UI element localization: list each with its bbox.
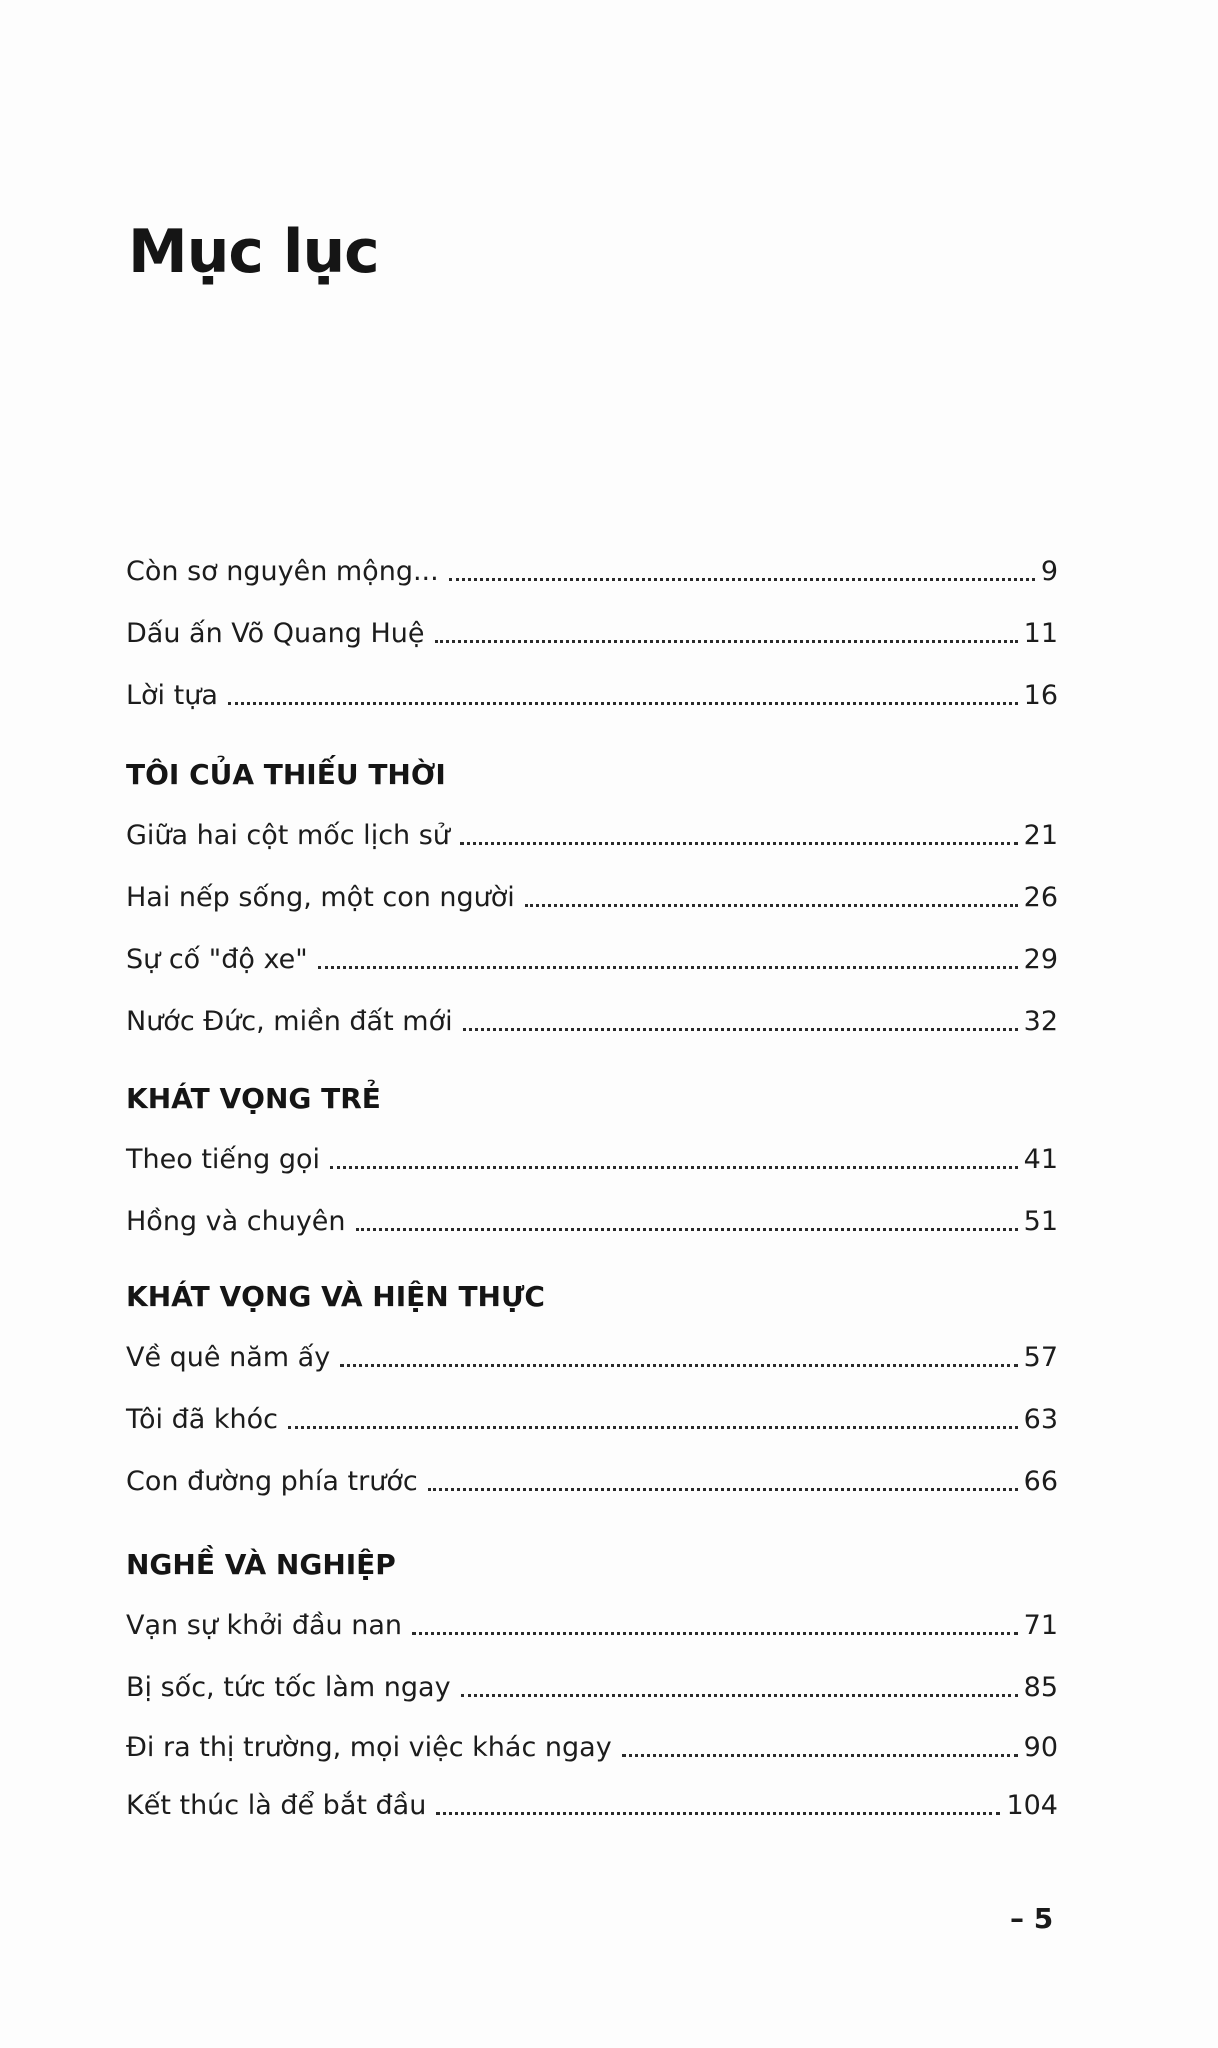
- toc-entry: [126, 936, 1058, 976]
- toc-entry-page: 9: [1040, 555, 1058, 587]
- toc-entry-label: Giữa hai cột mốc lịch sử: [126, 819, 450, 851]
- toc-entry-page: 16: [1023, 679, 1058, 711]
- toc-entry: [126, 672, 1058, 712]
- toc-entry: [126, 1396, 1058, 1436]
- toc-entry: [126, 1458, 1058, 1498]
- dot-leader: [435, 640, 1018, 643]
- section-heading: NGHỀ VÀ NGHIỆP: [126, 1548, 396, 1581]
- toc-entry-page: 63: [1023, 1403, 1058, 1435]
- toc-entry-label: Nước Đức, miền đất mới: [126, 1005, 453, 1037]
- toc-entry: [126, 1136, 1058, 1176]
- toc-entry-label: Dấu ấn Võ Quang Huệ: [126, 617, 425, 649]
- section-heading: KHÁT VỌNG VÀ HIỆN THỰC: [126, 1280, 545, 1313]
- toc-entry-page: 66: [1023, 1465, 1058, 1497]
- dot-leader: [288, 1426, 1018, 1429]
- toc-entry-label: Vạn sự khởi đầu nan: [126, 1609, 402, 1641]
- toc-entry-label: Đi ra thị trường, mọi việc khác ngay: [126, 1731, 612, 1763]
- toc-entry: [126, 812, 1058, 852]
- toc-entry-label: Lời tựa: [126, 679, 218, 711]
- toc-entry: [126, 548, 1058, 588]
- toc-entry-page: 57: [1023, 1341, 1058, 1373]
- dot-leader: [460, 842, 1018, 845]
- dot-leader: [318, 966, 1018, 969]
- toc-entry-label: Tôi đã khóc: [126, 1403, 278, 1435]
- toc-entry-page: 51: [1023, 1205, 1058, 1237]
- toc-entry-label: Hai nếp sống, một con người: [126, 881, 515, 913]
- toc-entry-page: 11: [1023, 617, 1058, 649]
- toc-entry: [126, 1602, 1058, 1642]
- toc-entry-page: 32: [1023, 1005, 1058, 1037]
- toc-entry-page: 26: [1023, 881, 1058, 913]
- toc-entry-label: Con đường phía trước: [126, 1465, 418, 1497]
- dot-leader: [461, 1694, 1018, 1697]
- toc-entry-page: 71: [1023, 1609, 1058, 1641]
- toc-entry-label: Sự cố "độ xe": [126, 943, 308, 975]
- dot-leader: [449, 578, 1035, 581]
- toc-entry-page: 21: [1023, 819, 1058, 851]
- toc-entry: [126, 998, 1058, 1038]
- toc-entry: [126, 1334, 1058, 1374]
- toc-entry-label: Theo tiếng gọi: [126, 1143, 321, 1175]
- dot-leader: [330, 1166, 1018, 1169]
- dot-leader: [436, 1812, 1000, 1815]
- dot-leader: [525, 904, 1018, 907]
- dot-leader: [228, 702, 1018, 705]
- section-heading: KHÁT VỌNG TRẺ: [126, 1082, 381, 1115]
- dot-leader: [340, 1364, 1017, 1367]
- toc-entry-page: 90: [1023, 1731, 1058, 1763]
- dot-leader: [356, 1228, 1018, 1231]
- toc-entry-label: Bị sốc, tức tốc làm ngay: [126, 1671, 451, 1703]
- page-number: – 5: [1010, 1902, 1054, 1935]
- toc-entry: [126, 1724, 1058, 1764]
- toc-entry-label: Còn sơ nguyên mộng...: [126, 555, 439, 587]
- toc-entry: [126, 1198, 1058, 1238]
- dot-leader: [463, 1028, 1018, 1031]
- toc-entry: [126, 610, 1058, 650]
- page-title: Mục lục: [128, 217, 379, 287]
- toc-entry-label: Kết thúc là để bắt đầu: [126, 1789, 427, 1821]
- toc-entry-page: 29: [1023, 943, 1058, 975]
- toc-entry-page: 41: [1023, 1143, 1058, 1175]
- dot-leader: [428, 1488, 1018, 1491]
- toc-entry-page: 85: [1023, 1671, 1058, 1703]
- toc-entry: [126, 1664, 1058, 1704]
- toc-entry: [126, 1782, 1058, 1822]
- section-heading: TÔI CỦA THIẾU THỜI: [126, 758, 446, 791]
- dot-leader: [622, 1754, 1018, 1757]
- toc-entry: [126, 874, 1058, 914]
- dot-leader: [412, 1632, 1018, 1635]
- toc-entry-page: 104: [1006, 1789, 1058, 1821]
- toc-entry-label: Về quê năm ấy: [126, 1341, 331, 1373]
- toc-entry-label: Hồng và chuyên: [126, 1205, 346, 1237]
